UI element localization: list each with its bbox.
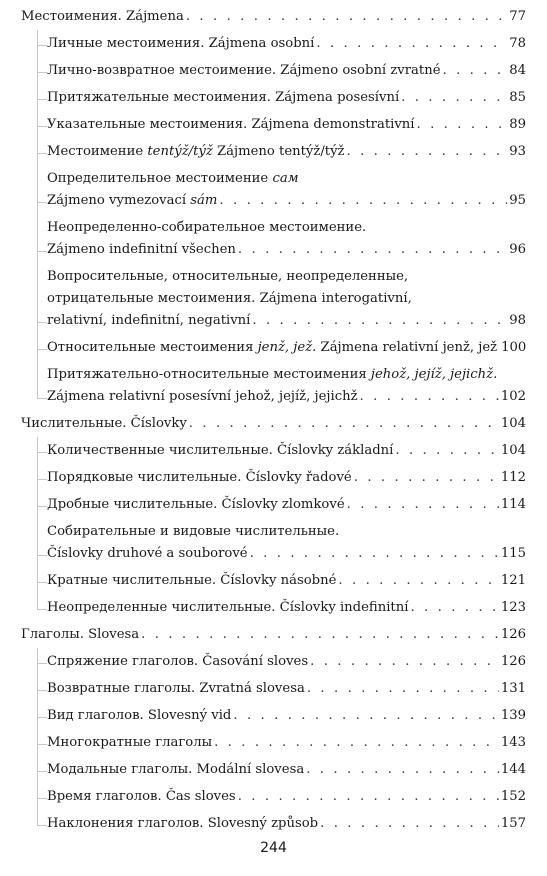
tree-branch xyxy=(37,126,47,127)
toc-entry-line xyxy=(47,288,526,310)
leader-dots xyxy=(233,705,498,727)
toc-entry-title: Модальные глаголы. Modální slovesa xyxy=(47,762,305,777)
leader-dots xyxy=(306,759,499,781)
toc-entry-line xyxy=(47,813,526,835)
toc-entry-title: relativní, indefinitní, negativní xyxy=(47,313,251,328)
leader-dots xyxy=(310,651,499,673)
toc-entry[interactable] xyxy=(47,440,526,462)
tree-branch xyxy=(37,349,47,350)
toc-entry-line xyxy=(47,239,526,261)
tree-branch xyxy=(37,99,47,100)
tree-connector xyxy=(37,437,38,609)
tree-branch xyxy=(37,825,47,826)
toc-entry-title: Возвратные глаголы. Zvratná slovesa xyxy=(47,681,305,696)
toc-entry-line xyxy=(47,786,526,808)
toc-page-number: 144 xyxy=(500,762,526,777)
leader-dots xyxy=(417,114,508,136)
leader-dots xyxy=(307,678,499,700)
leader-dots xyxy=(354,467,499,489)
toc-entry-line xyxy=(47,337,526,359)
tree-branch xyxy=(37,72,47,73)
toc-entry-title: Неопределенно-собирательное местоимение. xyxy=(47,220,367,235)
toc-entry-title: Лично-возвратное местоимение. Zájmeno osobní zvratné xyxy=(47,63,441,78)
toc-entry-title: Местоимение tentýž/týž Zájmeno tentýž/týž xyxy=(47,144,345,159)
toc-page-number: 114 xyxy=(500,497,526,512)
toc-entry-title: отрицательные местоимения. Zájmena interogativní, xyxy=(47,291,412,306)
leader-dots xyxy=(401,87,507,109)
toc-chapter[interactable] xyxy=(21,6,526,28)
page-number: 244 xyxy=(260,840,287,856)
toc-entry-line xyxy=(47,60,526,82)
toc-page-number: 78 xyxy=(509,36,526,51)
leader-dots xyxy=(410,597,498,619)
toc-entry-line xyxy=(21,6,526,28)
toc-entry[interactable] xyxy=(47,597,526,619)
toc-entry[interactable] xyxy=(47,114,526,136)
toc-entry-title: Порядковые числительные. Číslovky řadové xyxy=(47,470,352,485)
toc-entry-title: Личные местоимения. Zájmena osobní xyxy=(47,36,315,51)
toc-entry[interactable] xyxy=(47,141,526,163)
toc-chapter[interactable] xyxy=(21,413,526,435)
toc-entry-title: Číslovky druhové a souborové xyxy=(47,546,248,561)
toc-page-number: 152 xyxy=(500,789,526,804)
toc-entry-title: Числительные. Číslovky xyxy=(21,416,187,431)
toc-page-number: 157 xyxy=(500,816,526,831)
leader-dots xyxy=(238,239,507,261)
toc-page-number: 95 xyxy=(509,193,526,208)
toc-entry[interactable] xyxy=(47,337,526,359)
toc-entry[interactable] xyxy=(47,521,526,565)
toc-page-number: 123 xyxy=(500,600,526,615)
toc-entry[interactable] xyxy=(47,33,526,55)
leader-dots xyxy=(238,786,499,808)
toc-entry[interactable] xyxy=(47,217,526,261)
toc-entry[interactable] xyxy=(47,813,526,835)
toc-entry-line xyxy=(47,386,526,408)
toc-page-number: 104 xyxy=(500,416,526,431)
toc-entry-line xyxy=(47,33,526,55)
toc-entry-title: Относительные местоимения jenž, jež. Zájmena relativní jenž, jež xyxy=(47,340,498,355)
toc-page-number: 85 xyxy=(509,90,526,105)
toc-entry-title: Дробные числительные. Číslovky zlomkové xyxy=(47,497,345,512)
toc-entry-line xyxy=(47,310,526,332)
toc-entry-line xyxy=(47,732,526,754)
toc-entry-line xyxy=(21,413,526,435)
toc-entry-line xyxy=(47,494,526,516)
toc-entry-title: Количественные числительные. Číslovky základní xyxy=(47,443,394,458)
toc-entry-title: Zájmena relativní posesívní jehož, jejíž, jejichž xyxy=(47,389,358,404)
toc-entry-title: Притяжательные местоимения. Zájmena posesívní xyxy=(47,90,400,105)
tree-branch xyxy=(37,609,47,610)
toc-entry[interactable] xyxy=(47,60,526,82)
toc-entry-title: Zájmeno vymezovací sám xyxy=(47,193,218,208)
toc-entry-line xyxy=(47,651,526,673)
tree-branch xyxy=(37,452,47,453)
toc-entry-title: Кратные числительные. Číslovky násobné xyxy=(47,573,337,588)
toc-entry[interactable] xyxy=(47,732,526,754)
toc-chapter[interactable] xyxy=(21,624,526,646)
toc-page-number: 139 xyxy=(500,708,526,723)
tree-branch xyxy=(37,479,47,480)
toc-entry-line xyxy=(47,543,526,565)
toc-entry[interactable] xyxy=(47,87,526,109)
tree-branch xyxy=(37,202,47,203)
leader-dots xyxy=(360,386,499,408)
toc-entry-title: Zájmeno indefinitní všechen xyxy=(47,242,236,257)
toc-entry-line xyxy=(47,87,526,109)
leader-dots xyxy=(443,60,508,82)
toc-page-number: 100 xyxy=(501,340,527,355)
leader-dots xyxy=(186,6,507,28)
toc-entry-title: Неопределенные числительные. Číslovky indefinitní xyxy=(47,600,409,615)
tree-branch xyxy=(37,555,47,556)
toc-page-number: 126 xyxy=(500,654,526,669)
tree-branch xyxy=(37,582,47,583)
leader-dots xyxy=(141,624,499,646)
leader-dots xyxy=(346,141,507,163)
toc-entry-line xyxy=(47,217,526,239)
toc-entry-title: Вопросительные, относительные, неопределенные, xyxy=(47,269,409,284)
toc-entry[interactable] xyxy=(47,266,526,332)
toc-page-number: 112 xyxy=(500,470,526,485)
toc-entry-title: Спряжение глаголов. Časování sloves xyxy=(47,654,309,669)
toc-page-number: 131 xyxy=(500,681,526,696)
toc-entry-title: Притяжательно-относительные местоимения jehož, jejíž, jejichž. xyxy=(47,367,498,382)
toc-page-number: 121 xyxy=(500,573,526,588)
toc-entry-title: Глаголы. Slovesa xyxy=(21,627,140,642)
toc-entry-line xyxy=(47,597,526,619)
leader-dots xyxy=(338,570,498,592)
tree-branch xyxy=(37,690,47,691)
leader-dots xyxy=(250,543,499,565)
toc-entry-title: Местоимения. Zájmena xyxy=(21,9,184,24)
toc-page-number: 98 xyxy=(509,313,526,328)
toc-entry-line xyxy=(47,678,526,700)
tree-branch xyxy=(37,322,47,323)
toc-entry[interactable] xyxy=(47,494,526,516)
toc-entry-line xyxy=(21,624,526,646)
leader-dots xyxy=(252,310,507,332)
toc-entry[interactable] xyxy=(47,364,526,408)
toc-page-number: 77 xyxy=(509,9,526,24)
toc-entry-title: Вид глаголов. Slovesný vid xyxy=(47,708,232,723)
toc-entry[interactable] xyxy=(47,467,526,489)
tree-branch xyxy=(37,798,47,799)
toc-page-number: 115 xyxy=(500,546,526,561)
toc-entry[interactable] xyxy=(47,786,526,808)
tree-branch xyxy=(37,717,47,718)
toc-entry-line xyxy=(47,190,526,212)
toc-page-number: 84 xyxy=(509,63,526,78)
toc-entry-line xyxy=(47,364,526,386)
tree-connector xyxy=(37,30,38,398)
toc-entry-line xyxy=(47,114,526,136)
toc-entry[interactable] xyxy=(47,651,526,673)
tree-branch xyxy=(37,153,47,154)
leader-dots xyxy=(316,33,507,55)
toc-entry-line xyxy=(47,570,526,592)
toc-entry-line xyxy=(47,467,526,489)
toc-entry-line xyxy=(47,141,526,163)
leader-dots xyxy=(219,190,507,212)
toc-entry-title: Время глаголов. Čas sloves xyxy=(47,789,236,804)
toc-entry[interactable] xyxy=(47,168,526,212)
toc-page-number: 89 xyxy=(509,117,526,132)
toc-entry[interactable] xyxy=(47,570,526,592)
toc-entry-title: Собирательные и видовые числительные. xyxy=(47,524,340,539)
leader-dots xyxy=(189,413,499,435)
toc-entry-line xyxy=(47,759,526,781)
toc-entry-line xyxy=(47,521,526,543)
tree-branch xyxy=(37,45,47,46)
toc-entry-line xyxy=(47,440,526,462)
leader-dots xyxy=(214,732,499,754)
leader-dots xyxy=(395,440,498,462)
toc-entry-title: Наклонения глаголов. Slovesný způsob xyxy=(47,816,319,831)
toc-entry[interactable] xyxy=(47,705,526,727)
toc-entry-line xyxy=(47,705,526,727)
tree-branch xyxy=(37,506,47,507)
toc-page-number: 143 xyxy=(500,735,526,750)
leader-dots xyxy=(320,813,499,835)
toc-entry-title: Определительное местоимение сам xyxy=(47,171,299,186)
toc-entry[interactable] xyxy=(47,678,526,700)
tree-branch xyxy=(37,771,47,772)
toc-page-number: 104 xyxy=(500,443,526,458)
tree-branch xyxy=(37,398,47,399)
toc-page-number: 96 xyxy=(509,242,526,257)
toc-entry-line xyxy=(47,266,526,288)
toc-entry-line xyxy=(47,168,526,190)
toc-entry-title: Указательные местоимения. Zájmena demonstrativní xyxy=(47,117,415,132)
leader-dots xyxy=(347,494,499,516)
toc-page-number: 102 xyxy=(500,389,526,404)
toc-entry[interactable] xyxy=(47,759,526,781)
tree-branch xyxy=(37,251,47,252)
toc-entry-title: Многократные глаголы xyxy=(47,735,213,750)
tree-branch xyxy=(37,744,47,745)
toc-page-number: 126 xyxy=(500,627,526,642)
tree-branch xyxy=(37,663,47,664)
toc-page-number: 93 xyxy=(509,144,526,159)
